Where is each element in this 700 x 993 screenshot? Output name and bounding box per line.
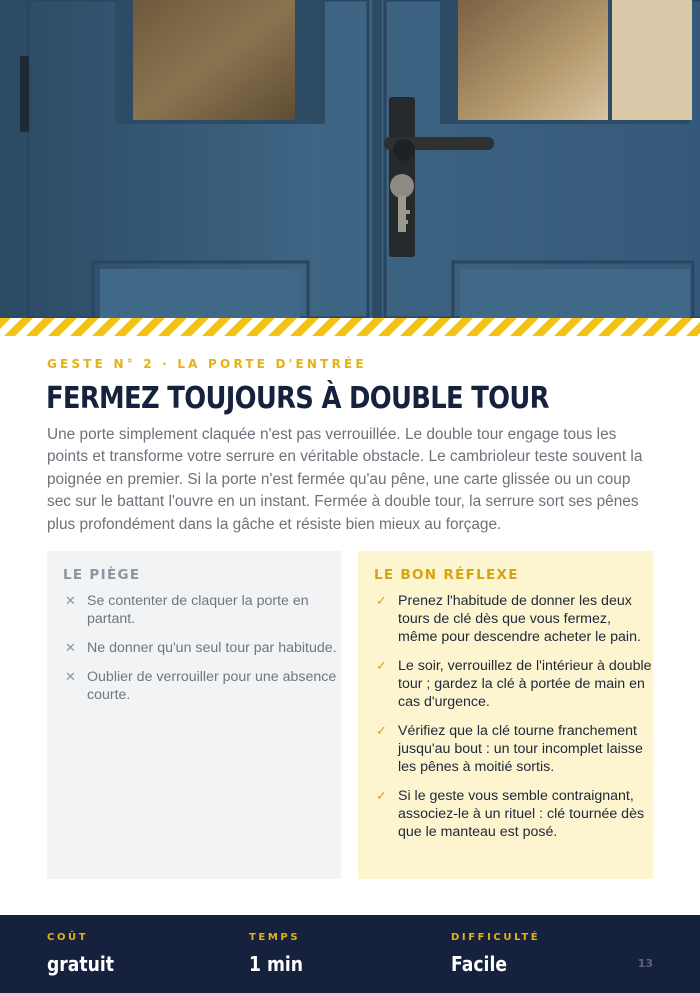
page-title: FERMEZ TOUJOURS À DOUBLE TOUR <box>46 381 549 416</box>
check-icon: ✓ <box>376 658 387 673</box>
list-item <box>374 787 653 841</box>
list-item <box>374 657 653 711</box>
good-item-text: Le soir, verrouillez de l'intérieur à double tour ; gardez la clé à portée de main en cas d'urgence. <box>398 658 652 710</box>
check-icon: ✓ <box>376 593 387 608</box>
cross-icon: ✕ <box>65 669 76 684</box>
trap-item-text: Ne donner qu'un seul tour par habitude. <box>87 640 337 656</box>
stats-footer <box>0 915 700 993</box>
good-reflex-heading: LE BON RÉFLEXE <box>374 567 519 583</box>
section-eyebrow: GESTE N° 2 · LA PORTE D'ENTRÉE <box>47 357 367 371</box>
trap-item-text: Oublier de verrouiller pour une absence courte. <box>87 669 337 703</box>
list-item <box>63 668 341 704</box>
good-item-text: Vérifiez que la clé tourne franchement jusqu'au bout : un tour incomplet laisse les pênes à moitié sortis. <box>398 723 643 775</box>
list-item <box>374 722 653 776</box>
good-item-text: Si le geste vous semble contraignant, associez-le à un rituel : clé tournée dès que le manteau est posé. <box>398 788 645 840</box>
time-stat <box>249 932 312 976</box>
cost-label: COÛT <box>47 932 89 943</box>
cross-icon: ✕ <box>65 593 76 608</box>
time-label: TEMPS <box>249 932 301 943</box>
list-item <box>63 639 341 657</box>
difficulty-value: Facile <box>451 952 508 976</box>
trap-heading: LE PIÈGE <box>63 567 141 583</box>
check-icon: ✓ <box>376 788 387 803</box>
page-number: 13 <box>637 957 653 970</box>
cost-stat <box>47 932 125 976</box>
good-reflex-box <box>358 551 653 879</box>
good-item-text: Prenez l'habitude de donner les deux tours de clé dès que vous fermez, même pour descendre acheter le pain. <box>398 593 641 645</box>
list-item <box>374 592 653 646</box>
check-icon: ✓ <box>376 723 387 738</box>
good-reflex-list <box>374 592 653 841</box>
list-item <box>63 592 341 628</box>
cost-value: gratuit <box>47 952 114 976</box>
cross-icon: ✕ <box>65 640 76 655</box>
trap-list <box>63 592 341 704</box>
trap-box <box>47 551 341 879</box>
intro-paragraph: Une porte simplement claquée n'est pas verrouillée. Le double tour engage tous les points et transforme votre serrure en véritable obstacle. Le cambrioleur teste souvent la poignée en premier. Si la porte n'est fermée qu'au pêne, une carte glissée ou un coup sec sur le battant l'ouvre en un instant. Fermée à double tour, la serrure sort ses pênes plus profondément dans la gâche et résiste bien mieux au forçage. <box>47 426 643 533</box>
time-value: 1 min <box>249 952 304 976</box>
hazard-stripe <box>0 318 700 336</box>
difficulty-stat <box>451 932 540 976</box>
door-photo <box>0 0 700 318</box>
trap-item-text: Se contenter de claquer la porte en partant. <box>87 593 309 627</box>
difficulty-label: DIFFICULTÉ <box>451 932 541 943</box>
